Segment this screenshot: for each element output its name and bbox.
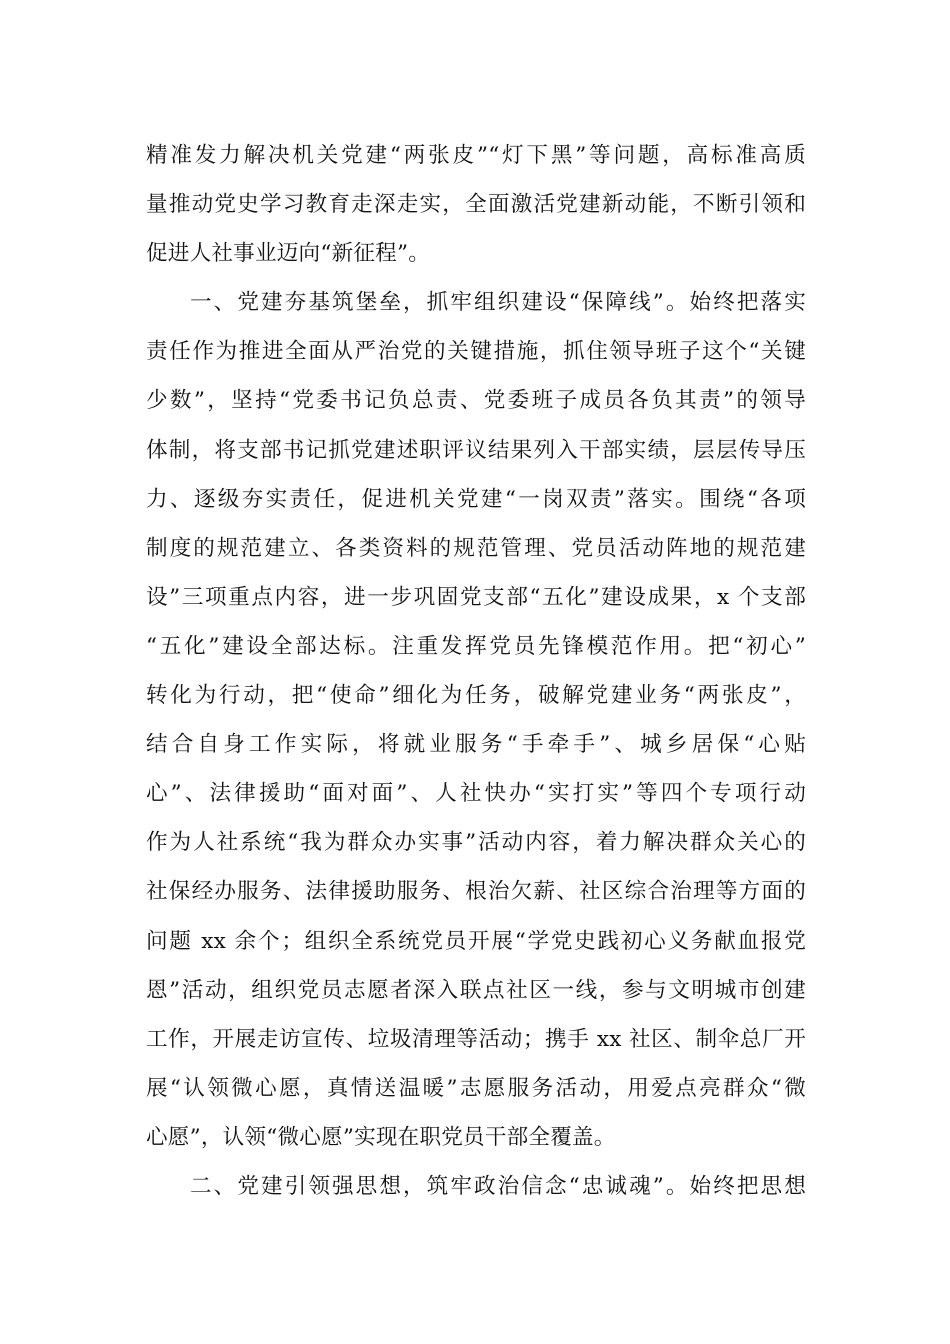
text-line: 问题 xx 余个；组织全系统党员开展“学党史践初心义务献血报党 [146, 928, 806, 954]
text-line: 制度的规范建立、各类资料的规范管理、党员活动阵地的规范建 [146, 535, 806, 561]
text-line: 社保经办服务、法律援助服务、根治欠薪、社区综合治理等方面的 [146, 879, 806, 905]
text-line: 作为人社系统“我为群众办实事”活动内容，着力解决群众关心的 [146, 830, 806, 856]
text-line: 责任作为推进全面从严治党的关键措施，抓住领导班子这个“关键 [146, 339, 806, 365]
text-line: 工作，开展走访宣传、垃圾清理等活动；携手 xx 社区、制伞总厂开 [146, 1026, 806, 1052]
text-line: 量推动党史学习教育走深走实，全面激活党建新动能，不断引领和 [146, 192, 806, 218]
text-line: 展“认领微心愿，真情送温暖”志愿服务活动，用爱点亮群众“微 [146, 1075, 806, 1101]
text-line: 心”、法律援助“面对面”、人社快办“实打实”等四个专项行动 [146, 781, 806, 807]
text-line: 精准发力解决机关党建“两张皮”“灯下黑”等问题，高标准高质 [146, 143, 806, 168]
document-body [146, 131, 806, 1211]
text-line: “五化”建设全部达标。注重发挥党员先锋模范作用。把“初心” [146, 633, 806, 659]
text-line: 设”三项重点内容，进一步巩固党支部“五化”建设成果，x 个支部 [146, 584, 806, 610]
text-line: 少数”，坚持“党委书记负总责、党委班子成员各负其责”的领导 [146, 388, 806, 414]
text-line: 恩”活动，组织党员志愿者深入联点社区一线，参与文明城市创建 [146, 977, 806, 1003]
text-line: 结合自身工作实际，将就业服务“手牵手”、城乡居保“心贴 [146, 732, 806, 758]
text-line: 体制，将支部书记抓党建述职评议结果列入干部实绩，层层传导压 [146, 437, 806, 463]
text-line: 心愿”，认领“微心愿”实现在职党员干部全覆盖。 [146, 1124, 616, 1150]
text-line: 力、逐级夯实责任，促进机关党建“一岗双责”落实。围绕“各项 [146, 486, 806, 512]
text-line: 促进人社事业迈向“新征程”。 [146, 241, 431, 267]
text-line: 转化为行动，把“使命”细化为任务，破解党建业务“两张皮”， [146, 683, 806, 709]
paragraph-heading-line: 一、党建夯基筑堡垒，抓牢组织建设“保障线”。始终把落实 [190, 290, 806, 316]
paragraph-heading-line: 二、党建引领强思想，筑牢政治信念“忠诚魂”。始终把思想 [190, 1173, 806, 1199]
